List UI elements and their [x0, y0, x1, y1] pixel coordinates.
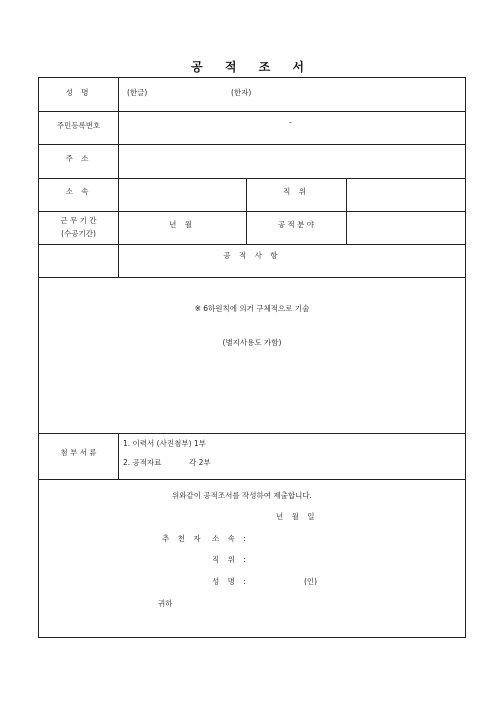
row-divider — [39, 479, 465, 480]
attachment-item-2: 2. 공적자료 — [123, 458, 162, 467]
recommender-position[interactable]: 직 위 : — [212, 555, 249, 564]
row-divider — [39, 178, 465, 179]
row-divider — [39, 433, 465, 434]
addressee: 귀하 — [158, 599, 173, 608]
merit-field-label: 공 적 분 야 — [277, 220, 315, 229]
column-divider — [118, 78, 119, 277]
name-label: 성 명 — [65, 88, 92, 97]
document-title: 공 적 조 서 — [191, 60, 313, 74]
seal-mark: (인) — [304, 577, 318, 586]
attachment-item-1: 1. 이력서 (사진첨부) 1부 — [123, 439, 206, 448]
affiliation-label: 소 속 — [65, 187, 92, 196]
rrn-label: 주민등록번호 — [56, 121, 101, 130]
submission-statement: 위와같이 공적조서를 작성하여 제출합니다. — [172, 491, 312, 500]
merit-report-form — [38, 77, 466, 638]
row-divider — [39, 244, 465, 245]
column-divider — [346, 178, 347, 244]
recommender-affiliation[interactable]: 소 속 : — [212, 534, 249, 543]
recommender-label: 추 천 자 — [162, 534, 204, 543]
row-divider — [39, 211, 465, 212]
merit-note: ※ 6하원칙에 의거 구체적으로 기술 — [194, 304, 310, 313]
year-month-field[interactable]: 년 월 — [169, 220, 195, 229]
position-label: 직 위 — [283, 187, 309, 196]
column-divider — [118, 433, 119, 479]
service-period-sublabel: (수공기간) — [61, 229, 96, 238]
submission-date[interactable]: 년 월 일 — [276, 512, 318, 521]
merit-details-header: 공 적 사 항 — [223, 251, 281, 260]
recommender-name[interactable]: 성 명 : — [212, 577, 249, 586]
name-korean-field[interactable]: (한글) — [127, 88, 148, 97]
address-label: 주 소 — [65, 154, 92, 163]
rrn-field[interactable]: - — [289, 118, 292, 127]
row-divider — [39, 111, 465, 112]
row-divider — [39, 277, 465, 278]
row-divider — [39, 144, 465, 145]
attachments-label: 첨 부 서 류 — [60, 448, 97, 457]
attachment-item-2-qty: 각 2부 — [189, 458, 211, 467]
service-period-label: 근 무 기 간 — [60, 216, 97, 225]
merit-note-extra: (별지사용도 가함) — [222, 338, 282, 347]
name-hanja-field[interactable]: (한자) — [231, 88, 252, 97]
